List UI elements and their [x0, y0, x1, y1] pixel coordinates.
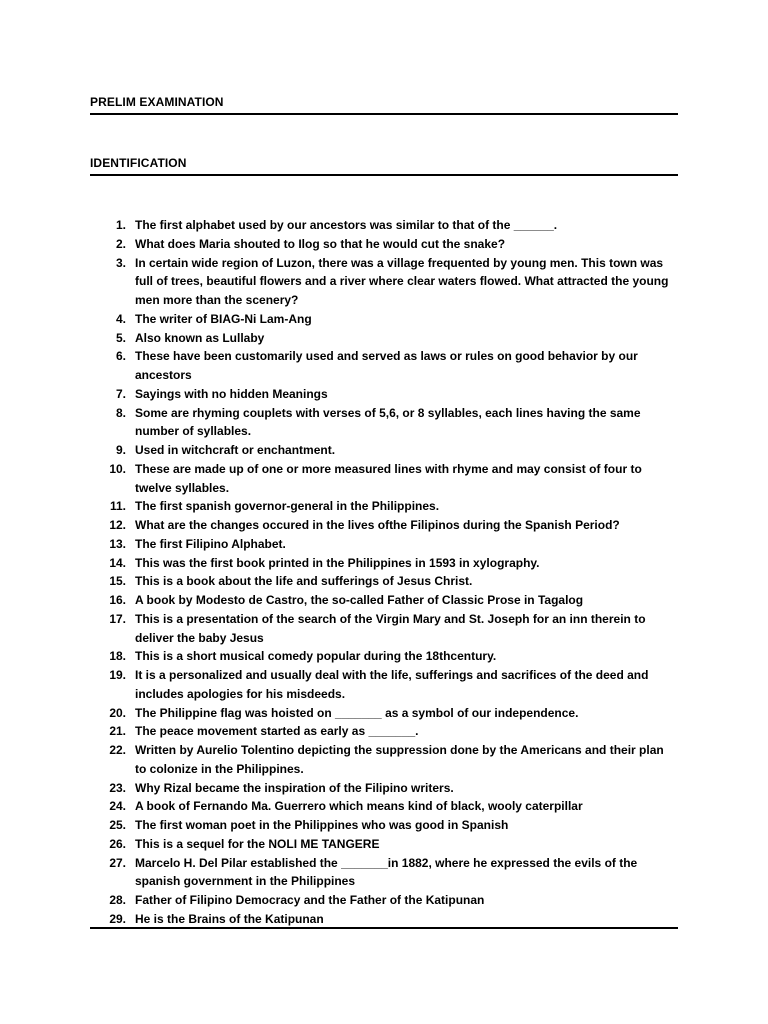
question-text: The peace movement started as early as _______.	[135, 724, 419, 739]
question-text: Also known as Lullaby	[135, 330, 265, 345]
question-number: 29.	[109, 911, 126, 926]
question-item	[90, 797, 678, 816]
question-text: Some are rhyming couplets with verses of 5,6, or 8 syllables, each lines having the same number of syllables.	[135, 405, 641, 439]
question-text: It is a personalized and usually deal with the life, sufferings and sacrifices of the deed and includes apologies for his misdeeds.	[135, 668, 649, 701]
question-text: A book of Fernando Ma. Guerrero which means kind of black, wooly caterpillar	[135, 799, 583, 814]
question-list	[90, 216, 678, 929]
question-number: 11.	[109, 499, 126, 514]
section-title: IDENTIFICATION	[90, 156, 678, 176]
question-number: 16.	[109, 593, 126, 607]
question-number: 27.	[109, 855, 126, 870]
question-item	[90, 235, 678, 254]
question-text: Used in witchcraft or enchantment.	[135, 443, 336, 457]
question-item	[90, 216, 678, 235]
question-number: 7.	[115, 386, 126, 401]
question-number: 20.	[109, 705, 126, 720]
question-number: 18.	[109, 649, 126, 664]
question-item	[90, 704, 678, 723]
question-text: The first spanish governor-general in the Philippines.	[135, 499, 440, 514]
question-item	[90, 516, 678, 535]
question-text: This is a book about the life and sufferings of Jesus Christ.	[135, 574, 473, 589]
question-text: This was the first book printed in the Philippines in 1593 in xylography.	[135, 555, 540, 570]
question-item	[90, 647, 678, 666]
question-text: The writer of BIAG-Ni Lam-Ang	[135, 311, 312, 326]
question-text: These have been customarily used and served as laws or rules on good behavior by our ancestors	[135, 349, 638, 382]
question-item	[90, 404, 678, 442]
question-text: What does Maria shouted to Ilog so that he would cut the snake?	[135, 236, 506, 251]
question-number: 10.	[109, 461, 126, 476]
question-item	[90, 854, 678, 892]
question-number: 4.	[115, 311, 126, 326]
question-item	[90, 347, 678, 385]
question-item	[90, 254, 678, 310]
question-item	[90, 535, 678, 554]
question-item	[90, 835, 678, 854]
question-item	[90, 816, 678, 835]
question-number: 21.	[109, 724, 126, 739]
question-item	[90, 666, 678, 704]
question-text: These are made up of one or more measured lines with rhyme and may consist of four to twelve syllables.	[135, 461, 642, 495]
question-number: 23.	[109, 780, 126, 795]
question-number: 3.	[115, 255, 126, 270]
question-item	[90, 722, 678, 741]
question-text: The first Filipino Alphabet.	[135, 536, 286, 551]
question-text: This is a sequel for the NOLI ME TANGERE	[135, 836, 380, 851]
question-item	[90, 910, 678, 929]
question-item	[90, 591, 678, 610]
question-number: 9.	[115, 443, 126, 457]
question-number: 17.	[109, 611, 126, 626]
question-item	[90, 460, 678, 498]
question-text: In certain wide region of Luzon, there was a village frequented by young men. This town was full of trees, beautiful flowers and a river where clear waters flowed. What attracted the young men more than the scenery?	[135, 255, 669, 307]
question-number: 26.	[109, 836, 126, 851]
question-text: A book by Modesto de Castro, the so-called Father of Classic Prose in Tagalog	[135, 593, 584, 607]
exam-title: PRELIM EXAMINATION	[90, 95, 678, 115]
question-text: He is the Brains of the Katipunan	[135, 911, 324, 926]
question-number: 15.	[109, 574, 126, 589]
question-text: This is a presentation of the search of the Virgin Mary and St. Joseph for an inn therein to deliver the baby Jesus	[135, 611, 646, 645]
question-text: The Philippine flag was hoisted on _______ as a symbol of our independence.	[135, 705, 579, 720]
bottom-divider	[90, 927, 678, 929]
question-number: 24.	[109, 799, 126, 814]
question-text: Marcelo H. Del Pilar established the _______in 1882, where he expressed the evils of the spanish government in the Philippines	[135, 855, 638, 889]
question-item	[90, 891, 678, 910]
question-number: 13.	[109, 536, 126, 551]
question-item	[90, 610, 678, 648]
question-number: 2.	[115, 236, 126, 251]
question-text: Why Rizal became the inspiration of the Filipino writers.	[135, 780, 454, 795]
question-number: 8.	[115, 405, 126, 420]
question-item	[90, 779, 678, 798]
question-number: 6.	[115, 349, 126, 364]
question-number: 1.	[115, 218, 126, 232]
question-item	[90, 741, 678, 779]
question-text: Written by Aurelio Tolentino depicting the suppression done by the Americans and their plan to colonize in the Philippines.	[135, 743, 664, 776]
question-item	[90, 329, 678, 348]
question-number: 14.	[109, 555, 126, 570]
question-item	[90, 385, 678, 404]
question-text: The first woman poet in the Philippines who was good in Spanish	[135, 818, 509, 832]
question-item	[90, 554, 678, 573]
question-number: 12.	[109, 518, 126, 532]
question-number: 22.	[109, 743, 126, 757]
question-item	[90, 310, 678, 329]
question-item	[90, 572, 678, 591]
question-number: 19.	[109, 668, 126, 682]
question-number: 28.	[109, 893, 126, 907]
question-item	[90, 497, 678, 516]
question-text: The first alphabet used by our ancestors was similar to that of the ______.	[135, 218, 558, 232]
question-number: 5.	[115, 330, 126, 345]
question-text: This is a short musical comedy popular during the 18thcentury.	[135, 649, 497, 664]
question-text: Sayings with no hidden Meanings	[135, 386, 328, 401]
question-text: What are the changes occured in the lives ofthe Filipinos during the Spanish Period?	[135, 518, 620, 532]
question-item	[90, 441, 678, 460]
question-text: Father of Filipino Democracy and the Father of the Katipunan	[135, 893, 485, 907]
question-number: 25.	[109, 818, 126, 832]
